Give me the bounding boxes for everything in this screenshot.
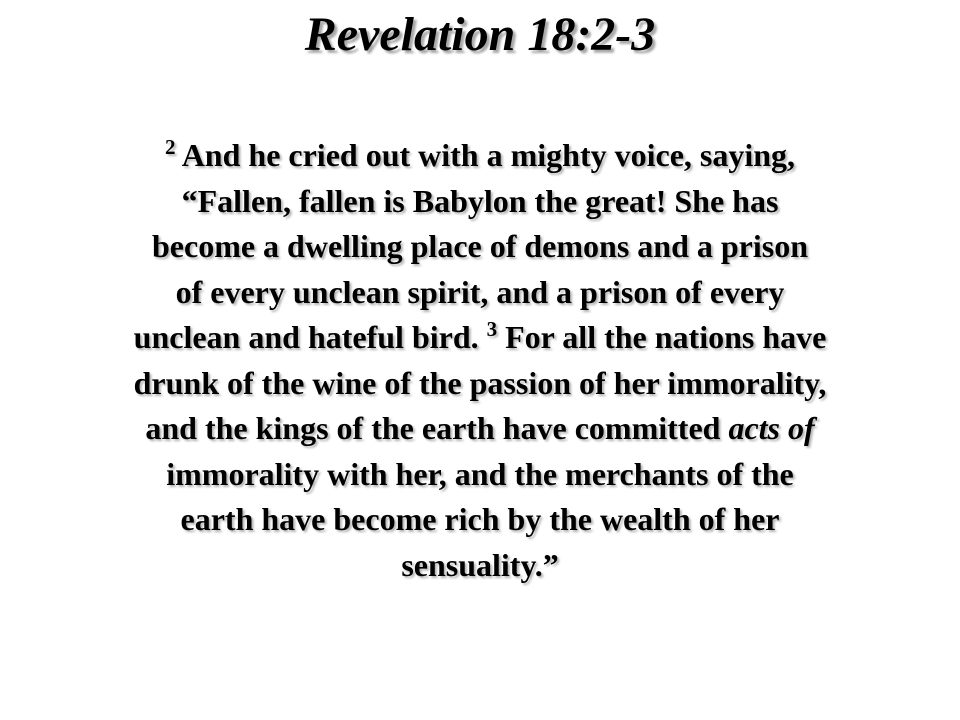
text-line-1-content: And he cried out with a mighty voice, saying, — [181, 137, 796, 173]
verse-number-3: 3 — [486, 317, 498, 341]
text-line-10: sensuality.” — [401, 546, 559, 583]
text-line-9: earth have become rich by the wealth of her — [180, 501, 780, 537]
text-line-4: of every unclean spirit, and a prison of every — [175, 273, 785, 310]
text-line-3: become a dwelling place of demons and a prison — [151, 228, 809, 264]
scripture-text — [30, 133, 930, 588]
text-line-7 — [30, 406, 930, 452]
text-line-7-start: and the kings of the earth have committed — [145, 410, 721, 446]
text-line-2: “Fallen, fallen is Babylon the great! She has — [181, 182, 779, 219]
italic-phrase: acts of — [728, 410, 815, 446]
text-line-5-start: unclean and hateful bird. — [133, 319, 479, 355]
verse-number-2: 2 — [164, 135, 176, 159]
text-line-1 — [30, 133, 930, 179]
text-line-6: drunk of the wine of the passion of her immorality, — [133, 364, 827, 401]
slide-title: Revelation 18:2-3 — [304, 8, 656, 61]
text-line-8: immorality with her, and the merchants of the — [166, 455, 794, 492]
text-line-5-end: For all the nations have — [505, 319, 827, 355]
text-line-5 — [30, 315, 930, 361]
